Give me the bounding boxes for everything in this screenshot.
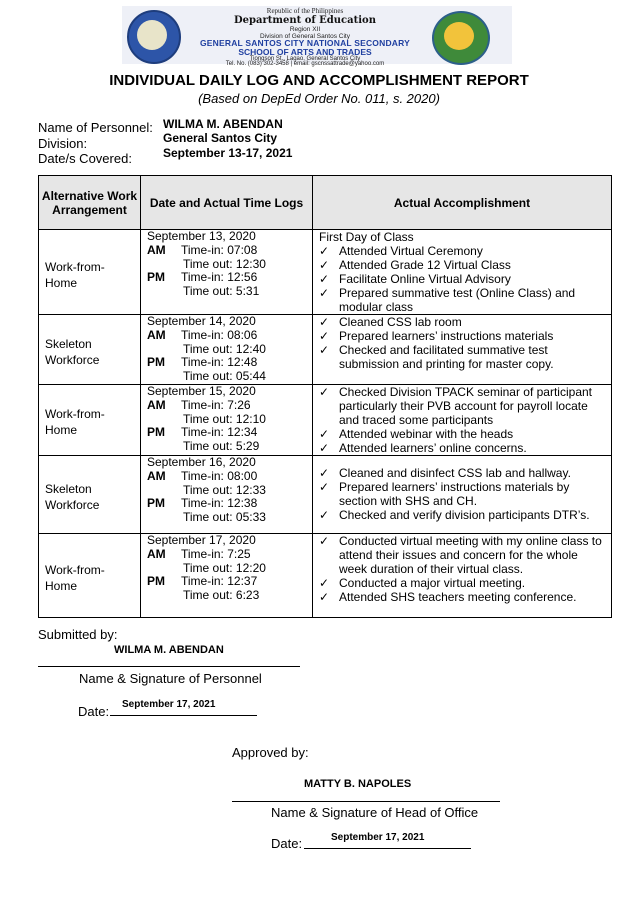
accomplishment-item (319, 286, 607, 314)
time-logs-cell (141, 533, 313, 617)
pm-spacer (147, 511, 181, 525)
check-icon: ✓ (319, 508, 330, 523)
accomplishment-text: Conducted virtual meeting with my online class to attend their issues and concern for the whole week duration of their virtual class. (339, 533, 602, 576)
time-logs-cell (141, 455, 313, 533)
pm-time-out-row (147, 589, 312, 603)
am-spacer (147, 343, 181, 357)
arrangement-text: Skeleton Workforce (45, 481, 100, 512)
region-text: Region XII (289, 26, 321, 33)
check-icon: ✓ (319, 329, 330, 343)
arrangement-cell (39, 533, 141, 617)
check-icon: ✓ (319, 244, 330, 258)
dates-value: September 13-17, 2021 (163, 146, 293, 160)
pm-time-out: Time out: 05:44 (183, 369, 266, 384)
accomplishment-item (319, 315, 607, 329)
am-label: AM (147, 468, 166, 483)
accomplishment-item (319, 508, 607, 522)
table-row (39, 315, 612, 385)
accomplishment-text: Attended Grade 12 Virtual Class (339, 258, 511, 272)
accomplishment-item (319, 576, 607, 590)
division-value: General Santos City (163, 131, 278, 145)
am-spacer (147, 484, 181, 498)
check-icon: ✓ (319, 466, 330, 481)
pm-time-out: Time out: 6:23 (183, 588, 260, 603)
table-row (39, 230, 612, 315)
accomplishment-text: Attended learners’ online concerns. (339, 440, 527, 455)
division-text: Division of General Santos City (260, 33, 350, 40)
accomplishment-cell (313, 315, 612, 385)
accomplishment-text: Prepared learners’ instructions materials by section with SHS and CH. (339, 480, 570, 509)
am-label: AM (147, 546, 166, 561)
submitted-by-label: Submitted by: (38, 627, 118, 642)
pm-label: PM (147, 355, 165, 370)
submitted-name: WILMA M. ABENDAN (114, 644, 224, 656)
accomplishment-cell (313, 230, 612, 315)
pm-time-in-row (147, 426, 312, 440)
approved-date-value: September 17, 2021 (331, 832, 425, 843)
log-date: September 17, 2020 (147, 532, 256, 547)
pm-time-in-row (147, 271, 312, 285)
am-time-out-row (147, 413, 312, 427)
head-signature-line (232, 801, 500, 802)
arrangement-text: Skeleton Workforce (45, 336, 100, 367)
accomplishment-cell (313, 384, 612, 455)
division-label: Division: (38, 136, 88, 151)
accomplishment-item (319, 385, 607, 427)
am-label: AM (147, 327, 166, 342)
pm-time-in-row (147, 575, 312, 589)
time-logs-cell (141, 384, 313, 455)
time-logs-cell (141, 230, 313, 315)
pm-time-in: Time-in: 12:37 (181, 574, 258, 589)
check-icon: ✓ (319, 480, 330, 495)
am-time-in: Time-in: 08:06 (181, 327, 258, 342)
log-date: September 13, 2020 (147, 229, 256, 243)
pm-time-in-row (147, 356, 312, 370)
accomplishment-item (319, 590, 607, 604)
am-spacer (147, 562, 181, 576)
accomplishment-item (319, 258, 607, 272)
personnel-signature-label: Name & Signature of Personnel (79, 671, 262, 686)
pm-time-out: Time out: 5:31 (183, 284, 260, 299)
pm-time-out-row (147, 370, 312, 384)
accomplishment-text: Checked Division TPACK seminar of participant particularly their PVB account for payroll locate and traced some participants (339, 384, 592, 427)
am-time-in-row (147, 329, 312, 343)
check-icon: ✓ (319, 286, 330, 300)
am-label: AM (147, 242, 166, 257)
school-contact: Tel. No. (083) 302-3458 | email: gscnssattrade@yahoo.com (225, 61, 385, 67)
accomplishment-cell (313, 533, 612, 617)
approved-by-label: Approved by: (232, 745, 309, 760)
header-accomplishment: Actual Accomplishment (313, 176, 612, 230)
pm-label: PM (147, 496, 165, 511)
am-spacer (147, 258, 181, 272)
accomplishment-text: Attended SHS teachers meeting conference. (339, 589, 577, 604)
am-time-in: Time-in: 7:25 (181, 546, 251, 561)
am-time-out-row (147, 562, 312, 576)
report-subtitle: (Based on DepEd Order No. 011, s. 2020) (198, 91, 440, 106)
am-time-out-row (147, 258, 312, 272)
accomplishment-text: Conducted a major virtual meeting. (339, 575, 526, 590)
submitted-date-line (110, 715, 257, 716)
accomplishment-text: Cleaned CSS lab room (339, 315, 462, 329)
accomplishment-cell (313, 455, 612, 533)
check-icon: ✓ (319, 315, 330, 329)
pm-time-in: Time-in: 12:38 (181, 496, 258, 511)
head-signature-label: Name & Signature of Head of Office (271, 805, 479, 820)
arrangement-cell (39, 315, 141, 385)
am-time-in-row (147, 244, 312, 258)
am-spacer (147, 413, 181, 427)
check-icon: ✓ (319, 589, 330, 604)
pm-spacer (147, 440, 181, 454)
accomplishment-text: Attended webinar with the heads (339, 426, 514, 441)
arrangement-cell (39, 455, 141, 533)
header-arrangement: Alternative Work Arrangement (39, 176, 141, 230)
submitted-date-label: Date: (78, 704, 110, 719)
seal-inner (137, 20, 167, 50)
am-time-out-row (147, 484, 312, 498)
pm-time-in: Time-in: 12:34 (181, 425, 258, 440)
check-icon: ✓ (319, 272, 330, 286)
pm-label: PM (147, 270, 165, 285)
am-time-out: Time out: 12:30 (183, 256, 266, 271)
table-row (39, 455, 612, 533)
accomplishment-item (319, 480, 607, 508)
accomplishment-item (319, 427, 607, 441)
pm-spacer (147, 285, 181, 299)
am-time-out: Time out: 12:20 (183, 560, 266, 575)
am-time-out: Time out: 12:10 (183, 411, 266, 426)
pm-time-in: Time-in: 12:56 (181, 270, 258, 285)
pm-time-out-row (147, 511, 312, 525)
arrangement-text: Work-from-Home (45, 407, 105, 438)
check-icon: ✓ (319, 258, 330, 272)
pm-time-out: Time out: 5:29 (183, 439, 260, 454)
am-time-in-row (147, 470, 312, 484)
accomplishment-item (319, 329, 607, 343)
report-title: INDIVIDUAL DAILY LOG AND ACCOMPLISHMENT REPORT (109, 72, 529, 89)
check-icon: ✓ (319, 533, 330, 548)
accomplishment-text: Cleaned and disinfect CSS lab and hallway. (339, 466, 571, 481)
pm-spacer (147, 370, 181, 384)
am-time-out: Time out: 12:40 (183, 341, 266, 356)
accomplishment-item (319, 244, 607, 258)
log-table (38, 175, 612, 618)
accomplishment-text: Facilitate Online Virtual Advisory (339, 272, 511, 286)
pm-time-out: Time out: 05:33 (183, 510, 266, 525)
republic-text: Republic of the Philippines (266, 7, 344, 15)
personnel-signature-line (38, 666, 300, 667)
log-date: September 15, 2020 (147, 383, 256, 398)
am-time-in-row (147, 548, 312, 562)
accomplishment-item (319, 343, 607, 371)
check-icon: ✓ (319, 440, 330, 455)
name-label: Name of Personnel: (38, 120, 153, 135)
accomplishment-text: Prepared summative test (Online Class) and modular class (339, 286, 576, 314)
school-name-line2: SCHOOL OF ARTS AND TRADES (238, 47, 372, 57)
log-date: September 16, 2020 (147, 454, 256, 469)
am-time-out: Time out: 12:33 (183, 482, 266, 497)
pm-time-out-row (147, 440, 312, 454)
submitted-date-value: September 17, 2021 (122, 699, 216, 710)
school-name-line1: GENERAL SANTOS CITY NATIONAL SECONDARY (199, 38, 411, 48)
approved-date-label: Date: (271, 836, 303, 851)
school-address: Tiongson St., Lagao, General Santos City (249, 56, 361, 62)
arrangement-cell (39, 230, 141, 315)
accomplishment-lead: First Day of Class (319, 230, 414, 244)
am-time-in: Time-in: 08:00 (181, 468, 258, 483)
arrangement-cell (39, 384, 141, 455)
log-date: September 14, 2020 (147, 314, 256, 328)
check-icon: ✓ (319, 343, 330, 357)
pm-time-in-row (147, 497, 312, 511)
pm-label: PM (147, 425, 165, 440)
am-label: AM (147, 397, 166, 412)
table-row (39, 384, 612, 455)
accomplishment-text: Prepared learners’ instructions materials (339, 329, 554, 343)
accomplishment-item (319, 272, 607, 286)
arrangement-text: Work-from-Home (45, 259, 105, 290)
name-value: WILMA M. ABENDAN (163, 117, 283, 131)
table-header-row (39, 176, 612, 230)
accomplishment-item (319, 466, 607, 480)
approved-date-line (304, 848, 471, 849)
header-logs: Date and Actual Time Logs (141, 176, 313, 230)
approved-name: MATTY B. NAPOLES (304, 778, 412, 790)
pm-time-out-row (147, 285, 312, 299)
school-seal-inner (444, 22, 474, 50)
check-icon: ✓ (319, 575, 330, 590)
dates-label: Date/s Covered: (38, 151, 132, 166)
arrangement-text: Work-from-Home (45, 562, 105, 593)
accomplishment-item (319, 441, 607, 455)
am-time-in: Time-in: 7:26 (181, 397, 251, 412)
am-time-in-row (147, 399, 312, 413)
pm-label: PM (147, 574, 165, 589)
check-icon: ✓ (319, 426, 330, 441)
pm-spacer (147, 589, 181, 603)
time-logs-cell (141, 315, 313, 385)
accomplishment-item (319, 534, 607, 576)
department-text: Department of Education (234, 15, 376, 26)
accomplishment-text: Attended Virtual Ceremony (339, 244, 483, 258)
accomplishment-text: Checked and facilitated summative test submission and printing for master copy. (339, 343, 554, 371)
table-row (39, 533, 612, 617)
am-time-in: Time-in: 07:08 (181, 242, 258, 257)
am-time-out-row (147, 343, 312, 357)
check-icon: ✓ (319, 384, 330, 399)
accomplishment-text: Checked and verify division participants DTR’s. (339, 508, 590, 523)
pm-time-in: Time-in: 12:48 (181, 355, 258, 370)
